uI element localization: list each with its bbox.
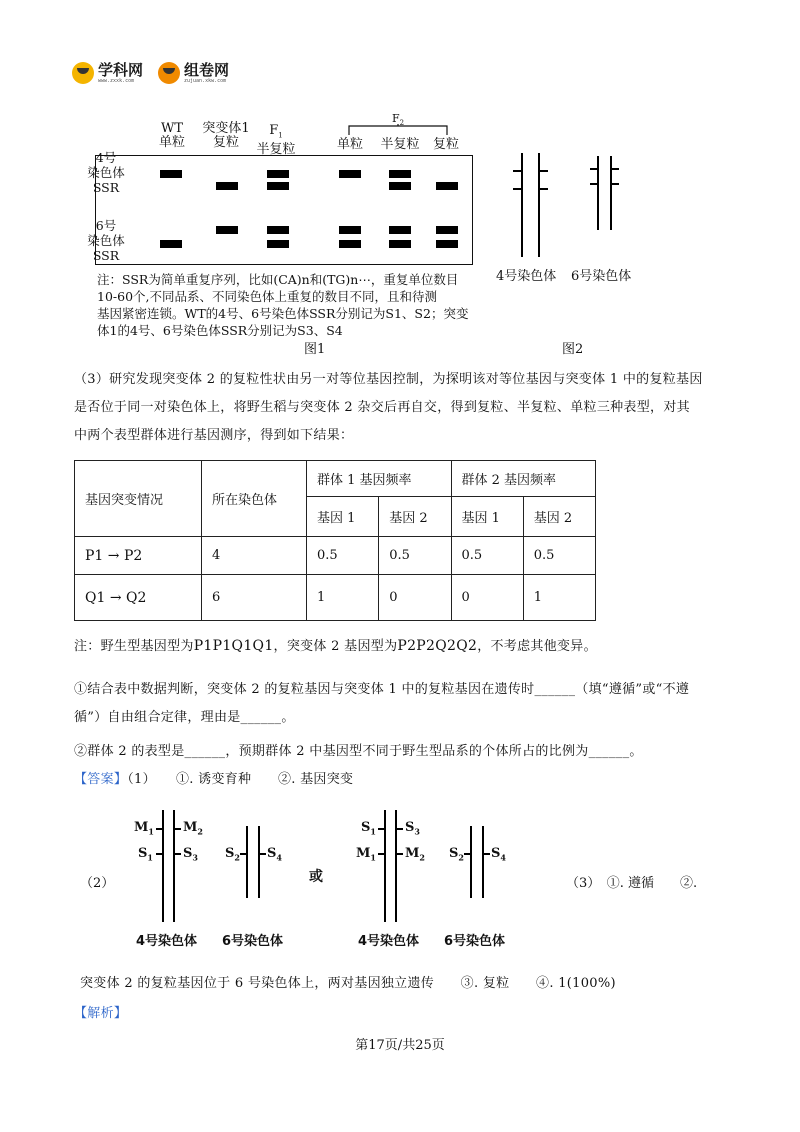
th-sub: 基因 1 (451, 497, 523, 537)
band (267, 182, 289, 190)
th-sub: 基因 2 (523, 497, 595, 537)
band (267, 226, 289, 234)
chromosome-6a (597, 156, 599, 230)
band (160, 240, 182, 248)
band (436, 182, 458, 190)
locus-tick (590, 183, 597, 185)
th-mutation: 基因突变情况 (75, 461, 202, 537)
gel-figure (95, 155, 473, 265)
col-head-wt: WT 单粒 (158, 121, 185, 150)
answer-3-label: （3） ①. 遵循 ②. (566, 876, 698, 891)
cell-value: 0 (451, 575, 523, 621)
locus-tick (513, 188, 521, 190)
gene-label-s1: $S_1$ (138, 846, 153, 863)
locus-tick (513, 170, 521, 172)
band (389, 170, 411, 178)
gene-label-s1: $S_1$ (361, 820, 376, 837)
row-label-chrom6: 6号 染色体 SSR (87, 218, 125, 263)
locus-tick (540, 188, 548, 190)
chromosome-4b (395, 810, 397, 922)
f2-label: $F_2$ (391, 112, 405, 128)
locus-tick (378, 828, 384, 830)
chromosome-6a (246, 826, 248, 898)
answer-or: 或 (309, 869, 323, 885)
subquestion-1: ①结合表中数据判断，突变体 2 的复粒基因与突变体 1 中的复粒基因在遗传时______（填“遵循”或“不遵 循”）自由组合定律，理由是______。 (74, 682, 690, 725)
locus-tick (612, 168, 619, 170)
band (339, 170, 361, 178)
answer-line-4: 突变体 2 的复粒基因位于 6 号染色体上，两对基因独立遗传 ③. 复粒 ④. 1(100%) (80, 976, 616, 991)
f2-bracket (348, 124, 448, 136)
col-head-f2-semi: 半复粒 (380, 137, 420, 152)
th-group2: 群体 2 基因频率 (451, 461, 596, 497)
gene-label-m1: $M_1$ (134, 820, 154, 837)
figure1-note: 注：SSR为简单重复序列，比如(CA)n和(TG)n⋯，重复单位数目 10-60个,不同品系、不同染色体上重复的数目不同，且和待测 基因紧密连锁。WT的4号、6号染色体SSR分别记为S1、S2；突变 体1的4号、6号染色体SSR分别记为S3、S4 (97, 272, 469, 338)
cell-mutation: P1 → P2 (75, 537, 202, 575)
chromosome-6a (470, 826, 472, 898)
answer-tag: 【答案】 (74, 772, 128, 787)
locus-tick (397, 828, 403, 830)
locus-tick (612, 183, 619, 185)
band (216, 182, 238, 190)
locus-tick (260, 853, 266, 855)
locus-tick (156, 828, 162, 830)
chromosome-4a (521, 153, 523, 257)
logo-name-1: 学科网 (98, 60, 144, 79)
col-head-f2-single: 单粒 (336, 137, 363, 152)
col-head-f2-double: 复粒 (432, 137, 459, 152)
label-chrom6: 6号染色体 (571, 269, 632, 284)
locus-tick (240, 853, 246, 855)
answer-line-1: 【答案】（1） ①. 诱变育种 ②. 基因突变 (74, 772, 354, 787)
chromosome-4b (173, 810, 175, 922)
locus-tick (484, 853, 490, 855)
logo-zujuan (158, 62, 229, 84)
cell-value: 0.5 (451, 537, 523, 575)
gene-label-s3: $S_3$ (405, 820, 420, 837)
cell-value: 0.5 (307, 537, 379, 575)
label-chrom6: 6号染色体 (222, 934, 284, 949)
th-chromosome: 所在染色体 (202, 461, 307, 537)
figure1-caption: 图1 (304, 342, 326, 357)
locus-tick (590, 168, 597, 170)
locus-tick (397, 853, 403, 855)
cell-value: 1 (523, 575, 595, 621)
chromosome-6b (482, 826, 484, 898)
band (436, 240, 458, 248)
locus-tick (175, 853, 181, 855)
parse-tag: 【解析】 (74, 1006, 128, 1021)
cell-value: 0 (379, 575, 451, 621)
band (436, 226, 458, 234)
cell-mutation: Q1 → Q2 (75, 575, 202, 621)
locus-tick (378, 853, 384, 855)
gene-label-s4: $S_4$ (267, 846, 282, 863)
table-row (75, 575, 596, 621)
col-head-f1: $F_1$ 半复粒 (256, 123, 296, 157)
label-chrom4: 4号染色体 (136, 934, 198, 949)
gene-label-s2: $S_2$ (225, 846, 240, 863)
band (160, 170, 182, 178)
cell-value: 0.5 (523, 537, 595, 575)
page-number: 第17页/共25页 (355, 1038, 445, 1053)
logo-xueke (72, 62, 143, 84)
subquestion-2: ②群体 2 的表型是______，预期群体 2 中基因型不同于野生型品系的个体所占的比例为______。 (74, 744, 643, 759)
cell-chromosome: 6 (202, 575, 307, 621)
locus-tick (540, 170, 548, 172)
row-label-chrom4: 4号 染色体 SSR (87, 150, 125, 195)
chromosome-4b (538, 153, 540, 257)
figure2-caption: 图2 (562, 342, 584, 357)
band (216, 226, 238, 234)
chromosome-4a (162, 810, 164, 922)
col-head-mutant1: 突变体1 复粒 (202, 121, 250, 150)
answer-2-label: （2） (80, 876, 115, 891)
gene-label-s2: $S_2$ (449, 846, 464, 863)
th-sub: 基因 1 (307, 497, 379, 537)
logo-sub-2: zujuan.xkw.com (184, 77, 227, 84)
th-sub: 基因 2 (379, 497, 451, 537)
gene-label-s4: $S_4$ (491, 846, 506, 863)
locus-tick (175, 828, 181, 830)
label-chrom6: 6号染色体 (444, 934, 506, 949)
band (389, 240, 411, 248)
logo-sub-1: www.zxxk.com (98, 77, 135, 84)
chromosome-4a (384, 810, 386, 922)
band (267, 170, 289, 178)
band (389, 226, 411, 234)
gene-frequency-table (74, 460, 596, 621)
label-chrom4: 4号染色体 (358, 934, 420, 949)
gene-label-m2: $M_2$ (405, 846, 425, 863)
band (389, 182, 411, 190)
genotype-note: 注：野生型基因型为P1P1Q1Q1，突变体 2 基因型为P2P2Q2Q2，不考虑其他变异。 (74, 638, 597, 654)
locus-tick (156, 853, 162, 855)
table-row (75, 537, 596, 575)
cell-value: 1 (307, 575, 379, 621)
band (339, 226, 361, 234)
locus-tick (464, 853, 470, 855)
logo-badge-icon (158, 62, 180, 84)
logo-badge-icon (72, 62, 94, 84)
gene-label-m2: $M_2$ (183, 820, 203, 837)
band (267, 240, 289, 248)
gene-label-m1: $M_1$ (356, 846, 376, 863)
chromosome-6b (258, 826, 260, 898)
th-group1: 群体 1 基因频率 (307, 461, 452, 497)
gene-label-s3: $S_3$ (183, 846, 198, 863)
cell-value: 0.5 (379, 537, 451, 575)
band (339, 240, 361, 248)
logo-name-2: 组卷网 (184, 60, 230, 79)
cell-chromosome: 4 (202, 537, 307, 575)
question-3: （3）研究发现突变体 2 的复粒性状由另一对等位基因控制，为探明该对等位基因与突变体 1 中的复粒基因 是否位于同一对染色体上，将野生稻与突变体 2 杂交后再自交，得到复粒、半复粒、单粒三种表型，对其 中两个表型群体进行基因测序，得到如下结果： (74, 372, 703, 443)
label-chrom4: 4号染色体 (496, 269, 557, 284)
